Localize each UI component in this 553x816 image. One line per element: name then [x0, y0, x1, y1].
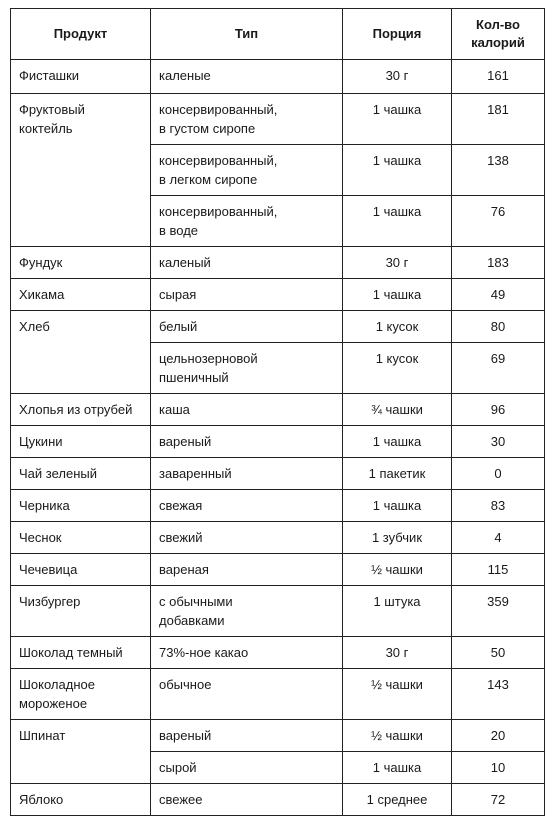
- food-portion: 1 пакетик: [343, 458, 452, 490]
- food-type: вареный: [151, 426, 343, 458]
- food-calories: 69: [452, 343, 545, 394]
- food-calories: 10: [452, 752, 545, 784]
- calorie-table: [10, 8, 545, 816]
- food-calories: 138: [452, 145, 545, 196]
- food-name: Шоколадное мороженое: [11, 669, 151, 720]
- food-portion: 1 чашка: [343, 426, 452, 458]
- food-type: цельнозерновой пшеничный: [151, 343, 343, 394]
- food-portion: 30 г: [343, 637, 452, 669]
- food-calories: 80: [452, 311, 545, 343]
- food-name: Чай зеленый: [11, 458, 151, 490]
- food-type: белый: [151, 311, 343, 343]
- food-type: консервированный, в воде: [151, 196, 343, 247]
- food-calories: 72: [452, 784, 545, 816]
- food-type: сырой: [151, 752, 343, 784]
- food-name: Хлопья из отрубей: [11, 394, 151, 426]
- table-row: [11, 394, 545, 426]
- food-name: Фундук: [11, 247, 151, 279]
- food-calories: 161: [452, 60, 545, 94]
- food-name: Хикама: [11, 279, 151, 311]
- table-row: [11, 279, 545, 311]
- table-row: [11, 247, 545, 279]
- food-name: Черника: [11, 490, 151, 522]
- food-portion: 1 чашка: [343, 752, 452, 784]
- food-portion: ½ чашки: [343, 669, 452, 720]
- food-name: Фруктовый коктейль: [11, 94, 151, 247]
- food-name: Фисташки: [11, 60, 151, 94]
- food-calories: 143: [452, 669, 545, 720]
- food-portion: 1 зубчик: [343, 522, 452, 554]
- food-name: Хлеб: [11, 311, 151, 394]
- header-type: Тип: [151, 9, 343, 60]
- food-type: консервированный, в густом сиропе: [151, 94, 343, 145]
- food-type: вареный: [151, 720, 343, 752]
- food-type: каленые: [151, 60, 343, 94]
- table-row: [11, 311, 545, 343]
- food-portion: 1 штука: [343, 586, 452, 637]
- food-portion: 1 чашка: [343, 145, 452, 196]
- food-type: с обычными добавками: [151, 586, 343, 637]
- food-type: каша: [151, 394, 343, 426]
- table-header-row: [11, 9, 545, 60]
- food-name: Чеснок: [11, 522, 151, 554]
- food-portion: 1 кусок: [343, 343, 452, 394]
- food-name: Чечевица: [11, 554, 151, 586]
- table-row: [11, 720, 545, 752]
- food-type: 73%-ное какао: [151, 637, 343, 669]
- food-type: сырая: [151, 279, 343, 311]
- food-calories: 181: [452, 94, 545, 145]
- food-calories: 183: [452, 247, 545, 279]
- calorie-table-page: [10, 8, 544, 816]
- header-calories: Кол-во калорий: [452, 9, 545, 60]
- header-portion: Порция: [343, 9, 452, 60]
- food-type: свежая: [151, 490, 343, 522]
- food-portion: ½ чашки: [343, 720, 452, 752]
- food-portion: 30 г: [343, 247, 452, 279]
- food-calories: 76: [452, 196, 545, 247]
- food-name: Цукини: [11, 426, 151, 458]
- food-calories: 115: [452, 554, 545, 586]
- table-row: [11, 490, 545, 522]
- food-calories: 96: [452, 394, 545, 426]
- food-calories: 83: [452, 490, 545, 522]
- food-calories: 30: [452, 426, 545, 458]
- food-portion: 30 г: [343, 60, 452, 94]
- table-row: [11, 522, 545, 554]
- food-name: Шпинат: [11, 720, 151, 784]
- food-calories: 49: [452, 279, 545, 311]
- table-row: [11, 637, 545, 669]
- food-type: консервированный, в легком сиропе: [151, 145, 343, 196]
- food-portion: 1 чашка: [343, 196, 452, 247]
- food-portion: ½ чашки: [343, 554, 452, 586]
- food-name: Шоколад темный: [11, 637, 151, 669]
- table-row: [11, 94, 545, 145]
- food-portion: 1 среднее: [343, 784, 452, 816]
- food-calories: 0: [452, 458, 545, 490]
- table-row: [11, 586, 545, 637]
- food-calories: 4: [452, 522, 545, 554]
- table-row: [11, 669, 545, 720]
- food-calories: 50: [452, 637, 545, 669]
- food-type: свежее: [151, 784, 343, 816]
- food-portion: ¾ чашки: [343, 394, 452, 426]
- food-type: вареная: [151, 554, 343, 586]
- food-calories: 359: [452, 586, 545, 637]
- food-calories: 20: [452, 720, 545, 752]
- food-type: заваренный: [151, 458, 343, 490]
- food-portion: 1 кусок: [343, 311, 452, 343]
- table-row: [11, 458, 545, 490]
- table-row: [11, 426, 545, 458]
- food-portion: 1 чашка: [343, 490, 452, 522]
- food-portion: 1 чашка: [343, 279, 452, 311]
- table-row: [11, 60, 545, 94]
- food-portion: 1 чашка: [343, 94, 452, 145]
- food-name: Чизбургер: [11, 586, 151, 637]
- food-type: свежий: [151, 522, 343, 554]
- food-name: Яблоко: [11, 784, 151, 816]
- table-row: [11, 554, 545, 586]
- food-type: обычное: [151, 669, 343, 720]
- header-product: Продукт: [11, 9, 151, 60]
- food-type: каленый: [151, 247, 343, 279]
